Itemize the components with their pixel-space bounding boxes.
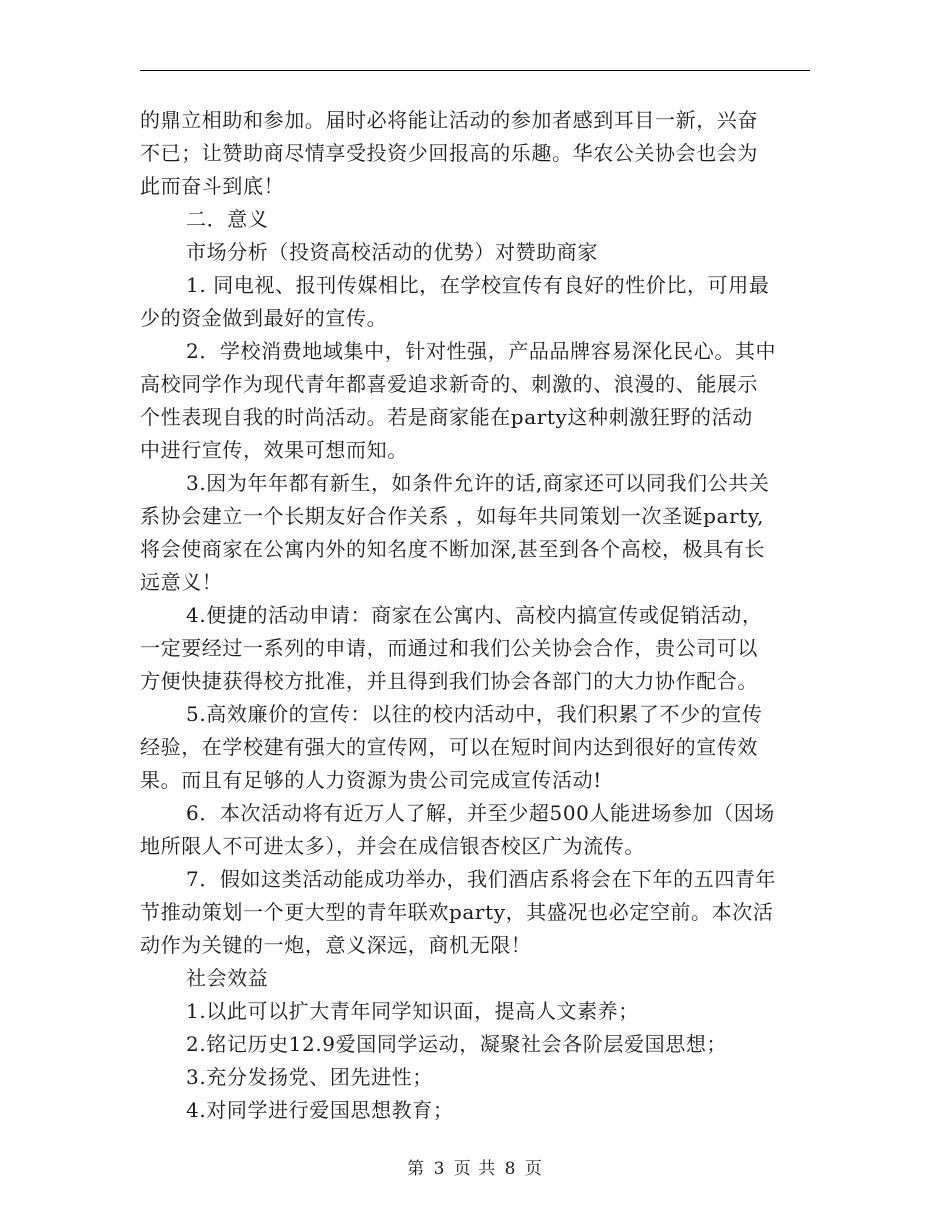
footer-suffix: 页 bbox=[524, 1159, 543, 1179]
text-line: 少的资金做到最好的宣传。 bbox=[140, 306, 388, 330]
text-line: 6．本次活动将有近万人了解，并至少超500人能进场参加（因场 bbox=[186, 801, 775, 825]
text-line: 1.以此可以扩大青年同学知识面，提高人文素养； bbox=[186, 999, 639, 1023]
text-line: 一定要经过一系列的申请，而通过和我们公关协会合作，贵公司可以 bbox=[140, 636, 758, 660]
text-line: 将会使商家在公寓内外的知名度不断加深,甚至到各个高校，极具有长 bbox=[140, 537, 765, 561]
text-line: 地所限人不可进太多），并会在成信银杏校区广为流传。 bbox=[140, 834, 645, 858]
document-body bbox=[140, 104, 812, 1127]
text-line: 果。而且有足够的人力资源为贵公司完成宣传活动! bbox=[140, 768, 602, 792]
text-line: 7．假如这类活动能成功举办，我们酒店系将会在下年的五四青年 bbox=[186, 867, 777, 891]
text-line: 社会效益 bbox=[186, 966, 269, 990]
text-line: 方便快捷获得校方批准，并且得到我们协会各部门的大力协作配合。 bbox=[140, 669, 758, 693]
text-line: 市场分析（投资高校活动的优势）对赞助商家 bbox=[186, 240, 598, 264]
text-line: 4.便捷的活动申请：商家在公寓内、高校内搞宣传或促销活动， bbox=[186, 603, 763, 627]
text-line: 的鼎立相助和参加。届时必将能让活动的参加者感到耳目一新，兴奋 bbox=[140, 108, 758, 132]
text-line: 3.充分发扬党、团先进性； bbox=[186, 1065, 433, 1089]
footer-prefix: 第 bbox=[407, 1159, 426, 1179]
text-line: 节推动策划一个更大型的青年联欢party，其盛况也必定空前。本次活 bbox=[140, 900, 774, 924]
text-line: 经验，在学校建有强大的宣传网，可以在短时间内达到很好的宣传效 bbox=[140, 735, 758, 759]
text-line: 动作为关键的一炮，意义深远，商机无限！ bbox=[140, 933, 532, 957]
text-line: 远意义！ bbox=[140, 570, 223, 594]
footer-total-pages: 8 bbox=[504, 1159, 517, 1179]
footer-middle: 页 共 bbox=[453, 1159, 497, 1179]
text-line: 1. 同电视、报刊传媒相比，在学校宣传有良好的性价比，可用最 bbox=[186, 273, 770, 297]
text-line: 2.铭记历史12.9爱国同学运动，凝聚社会各阶层爱国思想； bbox=[186, 1032, 728, 1056]
footer-page-number: 3 bbox=[433, 1159, 446, 1179]
page-footer bbox=[0, 1154, 950, 1179]
text-line: 此而奋斗到底！ bbox=[140, 174, 285, 198]
header-rule bbox=[140, 70, 810, 71]
text-line: 中进行宣传，效果可想而知。 bbox=[140, 438, 408, 462]
text-line: 不已；让赞助商尽情享受投资少回报高的乐趣。华农公关协会也会为 bbox=[140, 141, 758, 165]
text-line: 系协会建立一个长期友好合作关系 ，如每年共同策划一次圣诞party, bbox=[140, 504, 765, 528]
text-line: 5.高效廉价的宣传：以往的校内活动中，我们积累了不少的宣传 bbox=[186, 702, 763, 726]
text-line: 个性表现自我的时尚活动。若是商家能在party这种刺激狂野的活动 bbox=[140, 405, 753, 429]
text-line: 二．意义 bbox=[186, 207, 269, 231]
text-line: 3.因为年年都有新生，如条件允许的话,商家还可以同我们公共关 bbox=[186, 471, 770, 495]
text-line: 4.对同学进行爱国思想教育； bbox=[186, 1098, 454, 1122]
text-line: 2．学校消费地域集中，针对性强，产品品牌容易深化民心。其中 bbox=[186, 339, 777, 363]
text-line: 高校同学作为现代青年都喜爱追求新奇的、刺激的、浪漫的、能展示 bbox=[140, 372, 758, 396]
